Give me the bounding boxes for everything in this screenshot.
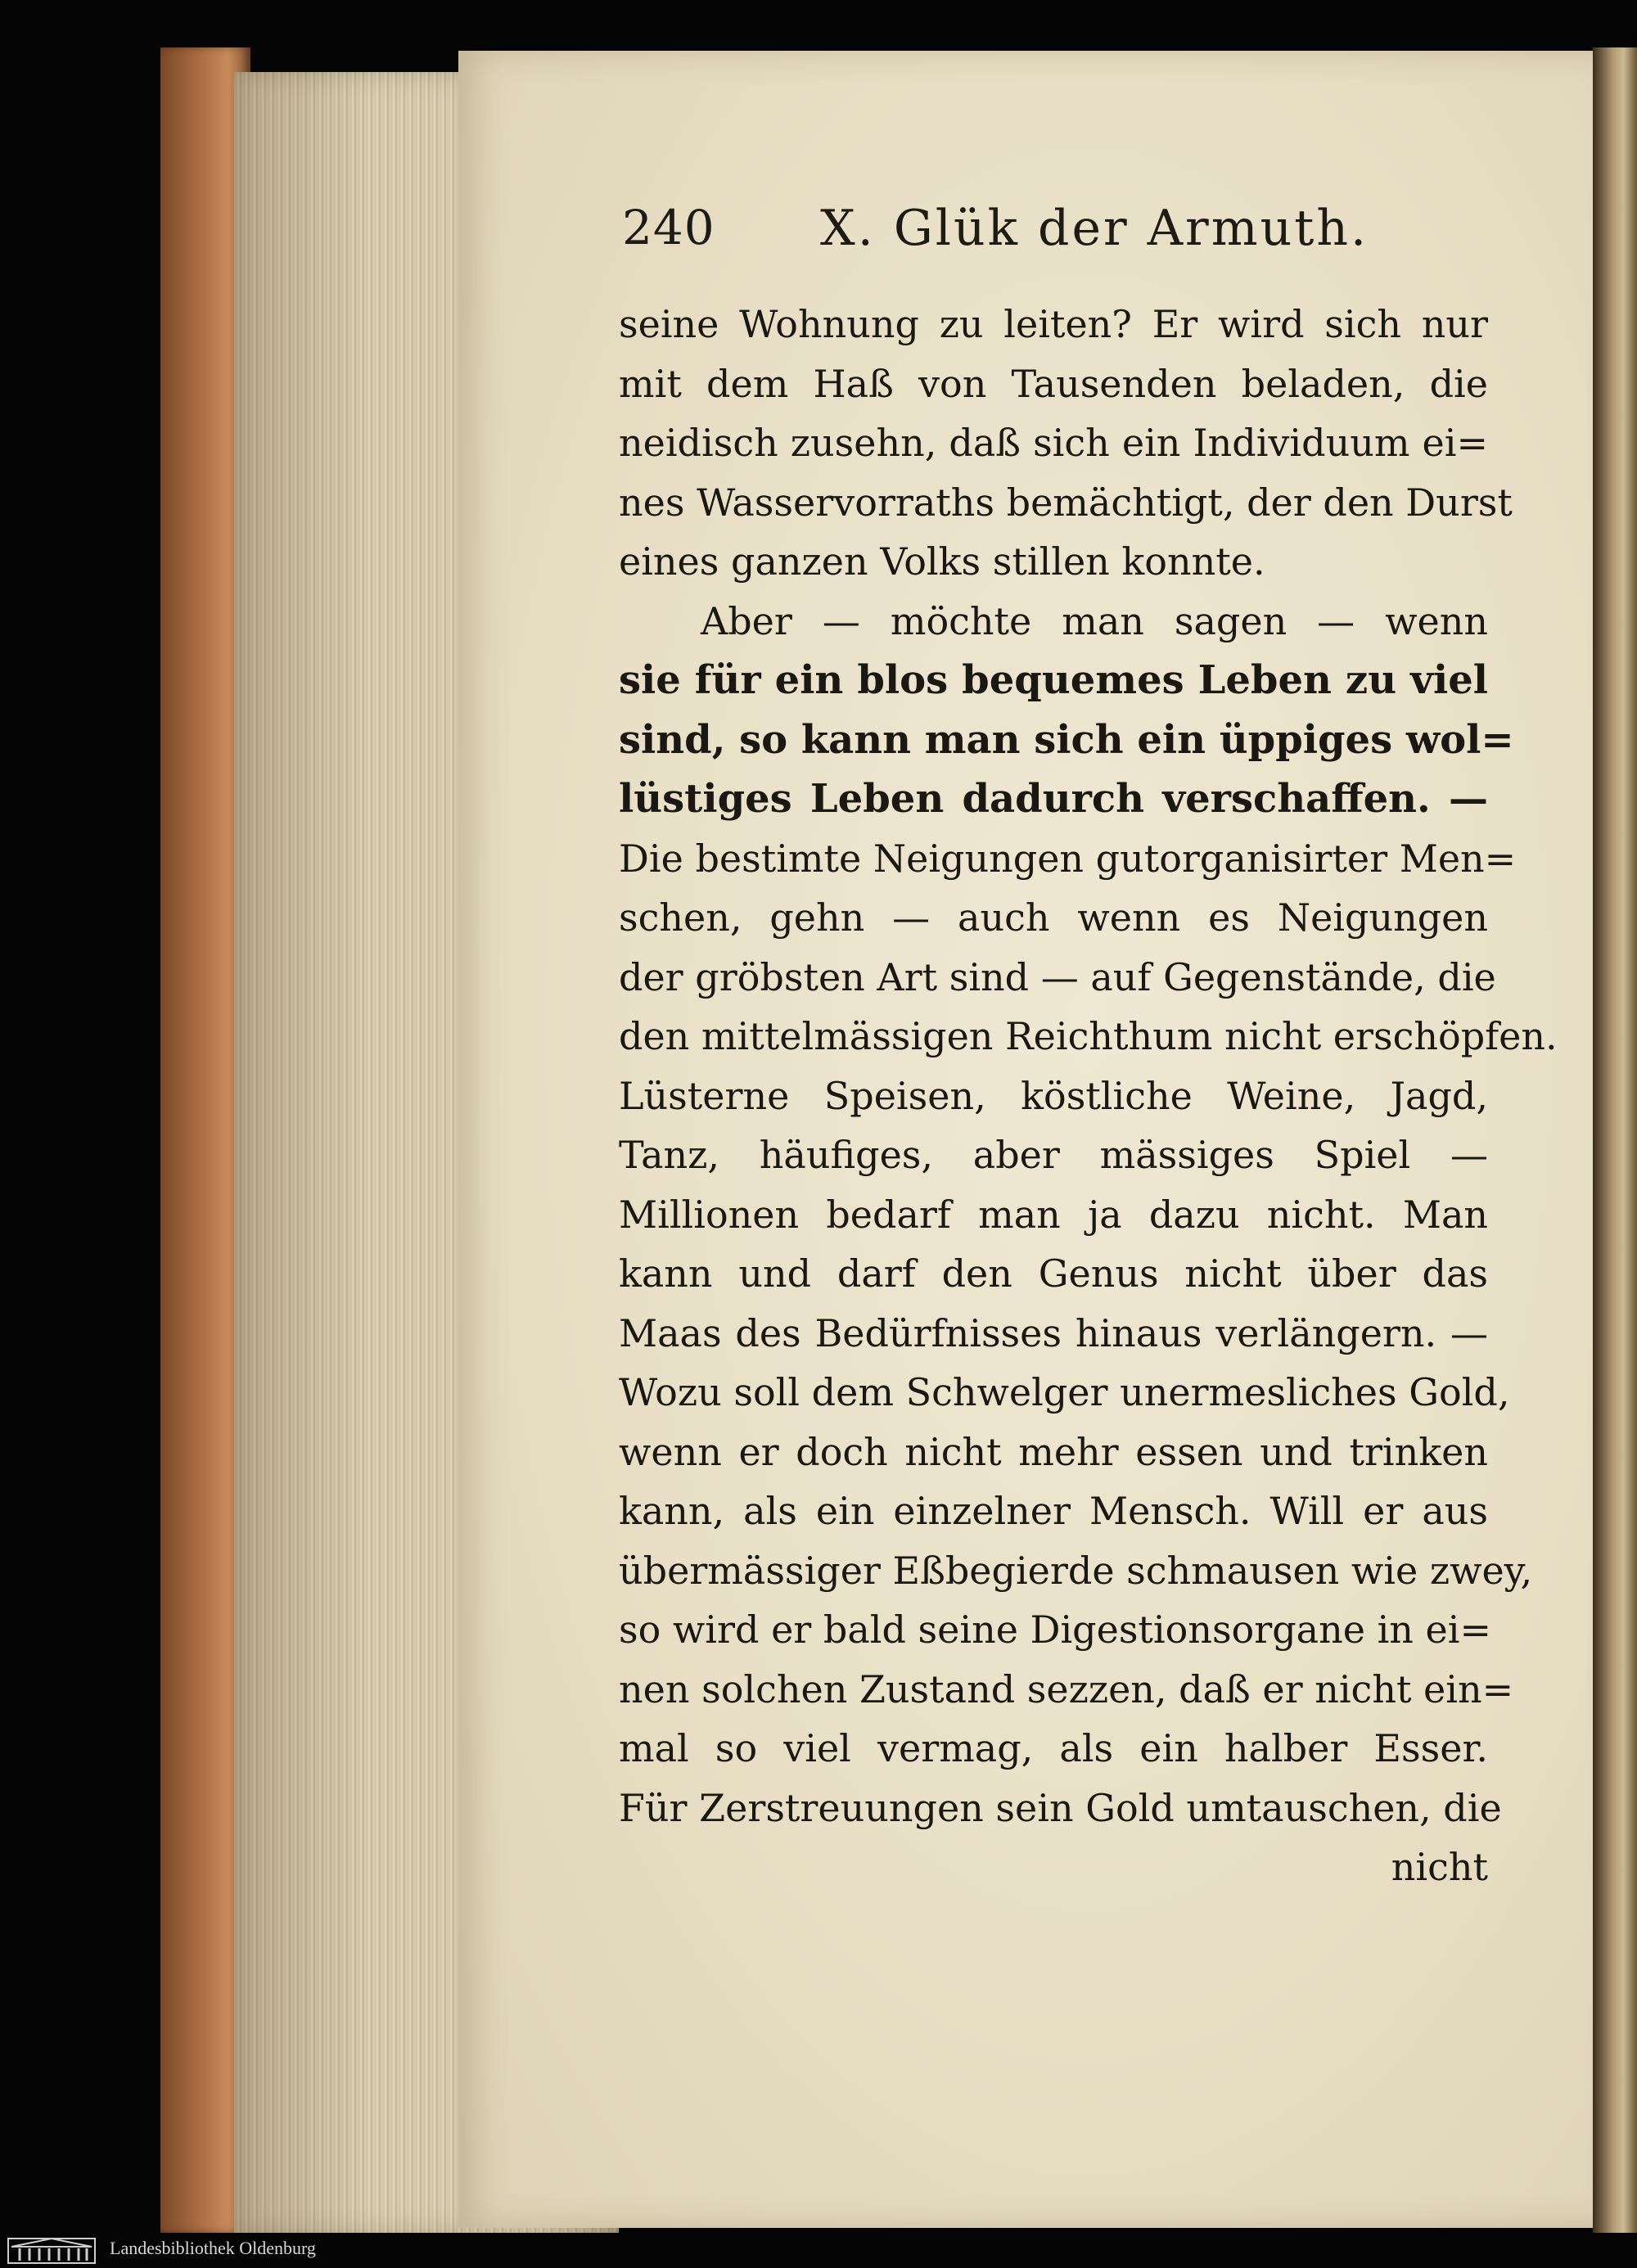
running-head-title: X. Glük der Armuth.: [820, 200, 1369, 257]
text-line: sind, so kann man sich ein üppiges wol=: [619, 716, 1514, 763]
text-line: Lüsterne Speisen, köstliche Weine, Jagd,: [619, 1073, 1488, 1118]
text-line: Maas des Bedürfnisses hinaus verlängern. —: [619, 1310, 1488, 1355]
text-line: schen, gehn — auch wenn es Neigungen: [619, 895, 1488, 940]
text-line: kann und darf den Genus nicht über das: [619, 1251, 1488, 1296]
text-line: eines ganzen Volks stillen konnte.: [619, 539, 1265, 584]
text-line: der gröbsten Art sind — auf Gegenstände, die: [619, 954, 1496, 999]
text-line: Die bestimte Neigungen gutorganisirter Men=: [619, 836, 1517, 881]
text-line: Aber — möchte man sagen — wenn: [701, 598, 1488, 643]
text-line: neidisch zusehn, daß sich ein Individuum ei=: [619, 421, 1488, 465]
text-line: übermässiger Eßbegierde schmausen wie zwey,: [619, 1548, 1533, 1593]
text-line: Für Zerstreuungen sein Gold umtauschen, die: [619, 1785, 1502, 1830]
running-header: [622, 200, 1481, 273]
text-line: mal so viel vermag, als ein halber Esser.: [619, 1726, 1488, 1770]
text-line: wenn er doch nicht mehr essen und trinken: [619, 1429, 1488, 1474]
text-line: mit dem Haß von Tausenden beladen, die: [619, 361, 1488, 406]
page-number: 240: [622, 200, 715, 255]
library-name: Landesbibliothek Oldenburg: [110, 2238, 316, 2258]
library-logo-icon: [7, 2235, 97, 2265]
text-line: Millionen bedarf man ja dazu nicht. Man: [619, 1192, 1488, 1237]
text-line: so wird er bald seine Digestionsorgane in ei=: [619, 1607, 1492, 1652]
catchword: nicht: [1391, 1845, 1488, 1889]
text-line: Wozu soll dem Schwelger unermesliches Gold,: [619, 1370, 1510, 1414]
text-line: den mittelmässigen Reichthum nicht erschöpfen.: [619, 1014, 1558, 1058]
text-line: nen solchen Zustand sezzen, daß er nicht ein=: [619, 1666, 1514, 1711]
text-line: sie für ein blos bequemes Leben zu viel: [619, 657, 1488, 703]
body-text: [619, 295, 1558, 1897]
book-gutter: [1593, 47, 1637, 2233]
text-line: nes Wasservorraths bemächtigt, der den Durst: [619, 480, 1513, 525]
text-line: kann, als ein einzelner Mensch. Will er aus: [619, 1489, 1488, 1533]
text-line: lüstiges Leben dadurch verschaffen. —: [619, 776, 1488, 822]
text-line: Tanz, häufiges, aber mässiges Spiel —: [619, 1133, 1488, 1177]
text-line: seine Wohnung zu leiten? Er wird sich nur: [619, 302, 1488, 346]
